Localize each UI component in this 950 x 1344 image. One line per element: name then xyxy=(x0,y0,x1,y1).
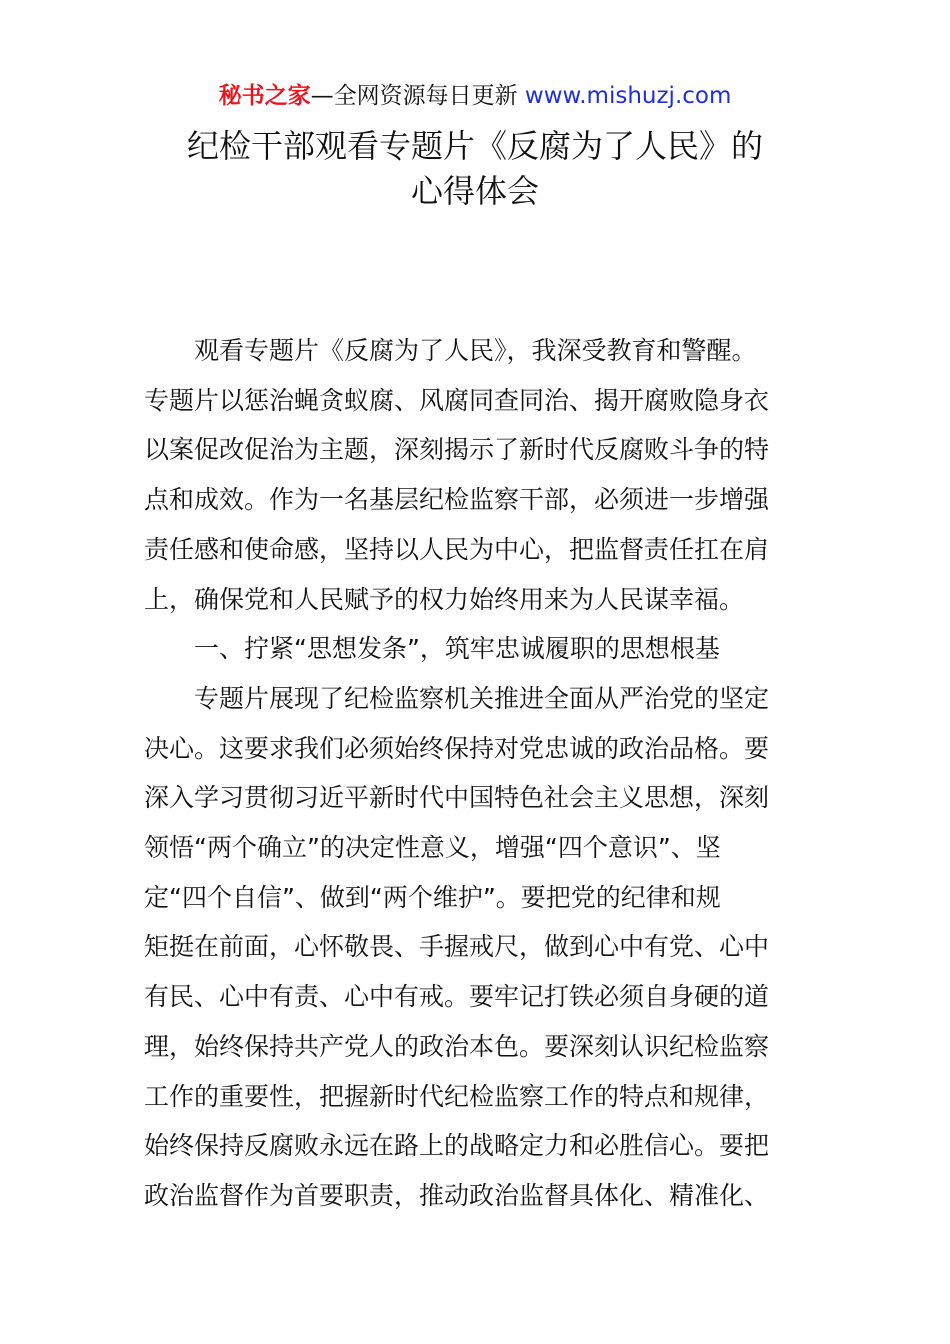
document-title xyxy=(0,124,950,214)
body-line: 工作的重要性，把握新时代纪检监察工作的特点和规律， xyxy=(144,1081,770,1111)
brand-name: 秘书之家 xyxy=(218,83,311,109)
body-line: 点和成效。作为一名基层纪检监察干部，必须进一步增强 xyxy=(144,485,770,515)
body-line: 上，确保党和人民赋予的权力始终用来为人民谋幸福。 xyxy=(144,584,745,614)
body-line: 责任感和使命感，坚持以人民为中心，把监督责任扛在肩 xyxy=(144,534,770,564)
body-line: 专题片以惩治蝇贪蚁腐、风腐同查同治、揭开腐败隐身衣 xyxy=(144,385,770,415)
body-line: 观看专题片《反腐为了人民》，我深受教育和警醒。 xyxy=(194,336,757,365)
body-line: 深入学习贯彻习近平新时代中国特色社会主义思想，深刻 xyxy=(144,783,770,813)
body-line: 理，始终保持共产党人的政治本色。要深刻认识纪检监察 xyxy=(144,1031,770,1061)
body-line: 以案促改促治为主题，深刻揭示了新时代反腐败斗争的特 xyxy=(144,435,770,465)
site-tagline: —全网资源每日更新 xyxy=(310,83,518,109)
body-line: 始终保持反腐败永远在路上的战略定力和必胜信心。要把 xyxy=(144,1131,770,1161)
site-url-link[interactable]: www.mishuzj.com xyxy=(524,83,732,109)
body-line: 专题片展现了纪检监察机关推进全面从严治党的坚定 xyxy=(194,683,770,713)
body-line: 决心。这要求我们必须始终保持对党忠诚的政治品格。要 xyxy=(144,733,770,763)
body-line: 政治监督作为首要职责，推动政治监督具体化、精准化、 xyxy=(144,1180,770,1210)
site-header xyxy=(0,80,950,112)
body-line: 定“四个自信”、做到“两个维护”。要把党的纪律和规 xyxy=(144,882,721,912)
body-line: 领悟“两个确立”的决定性意义，增强“四个意识”、坚 xyxy=(144,833,721,863)
body-line: 矩挺在前面，心怀敬畏、手握戒尺，做到心中有党、心中 xyxy=(144,932,770,962)
document-body xyxy=(144,326,808,1221)
title-line-2: 心得体会 xyxy=(410,172,539,210)
body-line: 有民、心中有责、心中有戒。要牢记打铁必须自身硬的道 xyxy=(144,982,770,1012)
title-line-1: 纪检干部观看专题片《反腐为了人民》的 xyxy=(186,127,763,165)
section-heading: 一、拧紧“思想发条”，筑牢忠诚履职的思想根基 xyxy=(194,634,720,664)
